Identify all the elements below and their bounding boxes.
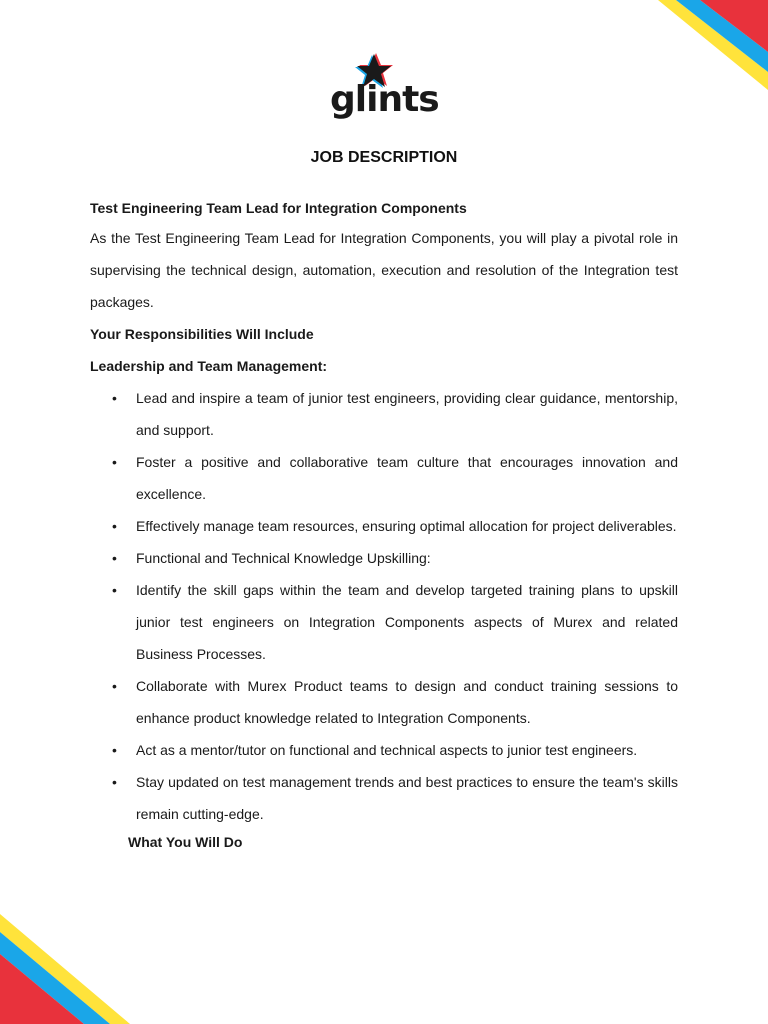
bullet-icon: • [112,582,117,598]
list-item: • Lead and inspire a team of junior test engineers, providing clear guidance, mentorship, and support. [90,382,678,446]
list-item: • Functional and Technical Knowledge Upskilling: [90,542,678,574]
job-title-heading: Test Engineering Team Lead for Integration Components [90,200,467,216]
document-title: JOB DESCRIPTION [310,149,458,166]
list-item: • Foster a positive and collaborative team culture that encourages innovation and excellence. [90,446,678,510]
bullet-icon: • [112,678,117,694]
responsibilities-list [90,382,678,830]
document-body [90,198,678,852]
bullet-icon: • [112,550,117,566]
list-item: • Collaborate with Murex Product teams to design and conduct training sessions to enhance product knowledge related to Integration Components. [90,670,678,734]
bullet-icon: • [112,774,117,790]
bullet-icon: • [112,390,117,406]
bullet-icon: • [112,742,117,758]
list-item: • Effectively manage team resources, ensuring optimal allocation for project deliverables. [90,510,678,542]
list-item: • Stay updated on test management trends and best practices to ensure the team's skills remain cutting-edge. [90,766,678,830]
leadership-heading: Leadership and Team Management: [90,358,328,374]
logo-wordmark: glints [330,79,439,120]
corner-stripes-top-right [658,0,768,90]
bullet-icon: • [112,518,117,534]
bullet-icon: • [112,454,117,470]
list-item: • Act as a mentor/tutor on functional and technical aspects to junior test engineers. [90,734,678,766]
intro-paragraph: As the Test Engineering Team Lead for Integration Components, you will play a pivotal role in supervising the technical design, automation, execution and resolution of the Integration test packages. [90,230,678,310]
corner-stripes-bottom-left [0,914,130,1024]
list-item: • Identify the skill gaps within the team and develop targeted training plans to upskill junior test engineers on Integration Components aspects of Murex and related Business Processes. [90,574,678,670]
responsibilities-heading: Your Responsibilities Will Include [90,326,314,342]
what-you-will-do-heading: What You Will Do [128,834,243,850]
glints-logo [330,52,439,124]
